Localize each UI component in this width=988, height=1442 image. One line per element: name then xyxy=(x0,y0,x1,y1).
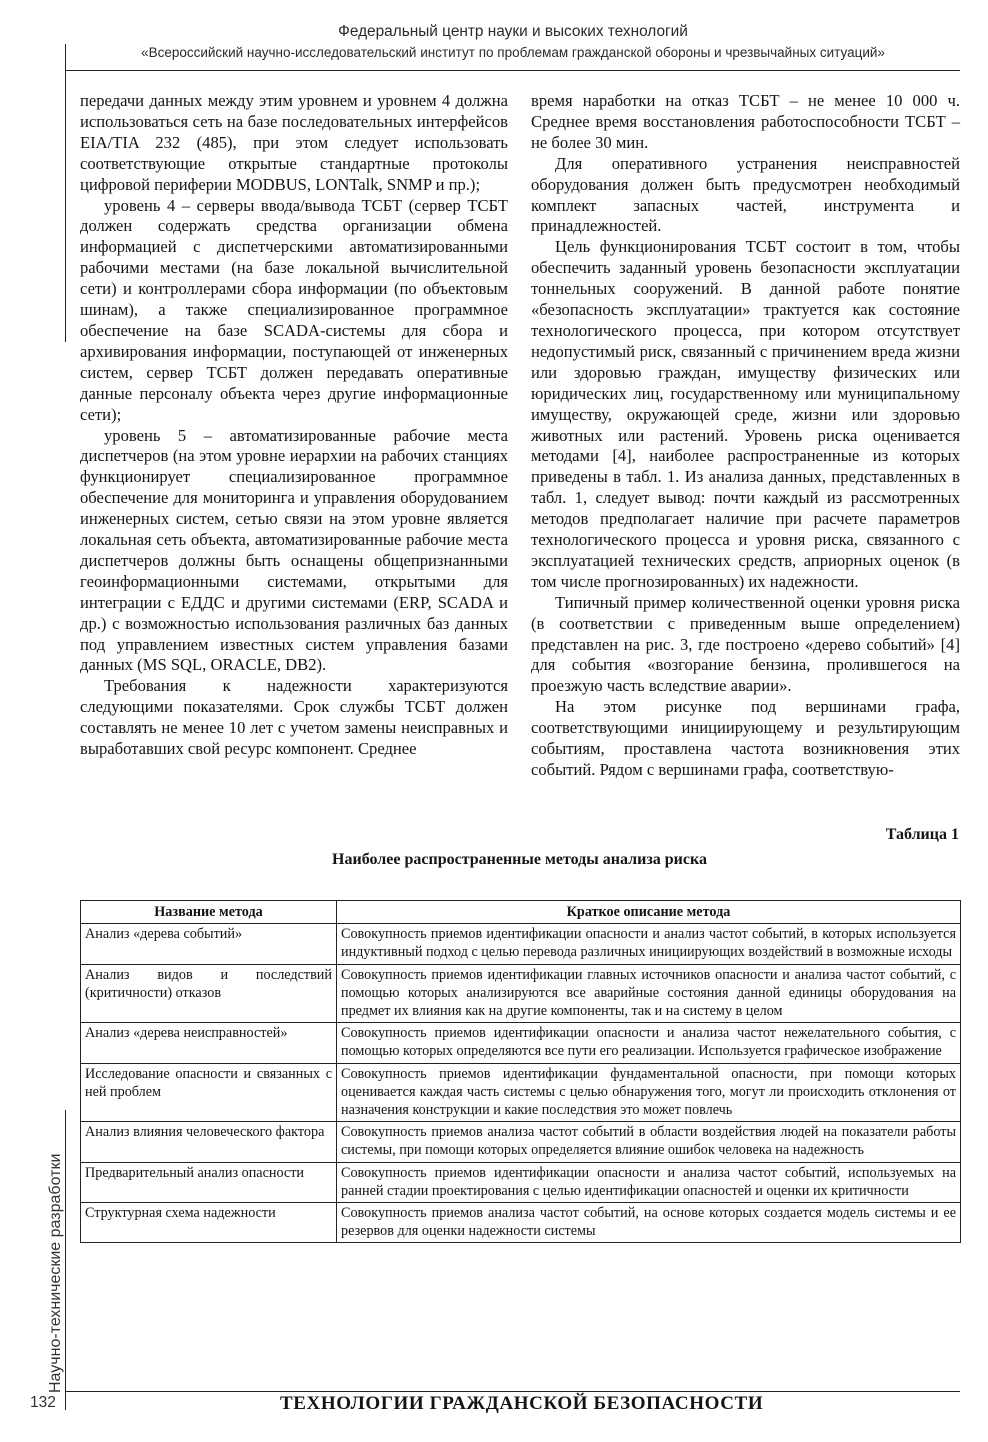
table-row xyxy=(81,1063,961,1122)
table-number: Таблица 1 xyxy=(885,826,959,843)
method-name-cell: Анализ «дерева событий» xyxy=(81,924,337,964)
table-row xyxy=(81,964,961,1023)
table-title: Наиболее распространенные методы анализа риска xyxy=(332,851,707,868)
method-description-cell: Совокупность приемов идентификации опасности и анализа частот нежелательного события, с помощью которых определяются все пути его реализации. Используется графическое изображение xyxy=(337,1023,961,1063)
header-institution-line2: «Всероссийский научно-исследовательский институт по проблемам гражданской обороны и чрезвычайных ситуаций» xyxy=(141,45,885,60)
side-section-label: Научно-технические разработки xyxy=(47,1153,64,1393)
method-name-cell: Анализ влияния человеческого фактора xyxy=(81,1122,337,1162)
body-paragraph: Требования к надежности характеризуются следующими показателями. Срок службы ТСБТ должен составлять не менее 10 лет с учетом замены неисправных и выработавших свой ресурс компонент. Среднее xyxy=(80,676,508,759)
method-description-cell: Совокупность приемов идентификации главных источников опасности и анализа частот событий, с помощью которых анализируются все аварийные состояния данной единицы оборудования на предмет их влияния как на другие компоненты, так и на систему в целом xyxy=(337,964,961,1023)
body-paragraph: уровень 4 – серверы ввода/вывода ТСБТ (сервер ТСБТ должен содержать средства организации обмена информацией с диспетчерскими автоматизированными рабочими местами (на базе локальной вычислительной сети) и контроллерами сбора информации (по объектовым шинам), а также специализированное программное обеспечение на базе SCADA-системы для сбора и архивирования информации, поступающей от инженерных систем, сервер ТСБТ должен передавать оперативные данные персоналу объекта через другие информационные сети); xyxy=(80,195,508,424)
table-row xyxy=(81,1023,961,1063)
margin-rule-top xyxy=(65,44,66,342)
risk-methods-table xyxy=(80,900,961,1243)
method-description-cell: Совокупность приемов анализа частот событий в области воздействия людей на показатели работы системы, при помощи которых определяется влияние ошибок человека на надежность xyxy=(337,1122,961,1162)
method-description-cell: Совокупность приемов анализа частот событий, на основе которых создается модель системы и ее резервов для оценки надежности системы xyxy=(337,1203,961,1243)
body-paragraph: На этом рисунке под вершинами графа, соответствующими инициирующему и результирующим событиям, проставлена частота возникновения этих событий. Рядом с вершинами графа, соответствую- xyxy=(531,697,960,779)
margin-rule-bottom xyxy=(65,1110,66,1410)
header-institution-line1: Федеральный центр науки и высоких технологий xyxy=(338,23,688,40)
method-name-cell: Предварительный анализ опасности xyxy=(81,1162,337,1202)
journal-title: ТЕХНОЛОГИИ ГРАЖДАНСКОЙ БЕЗОПАСНОСТИ xyxy=(280,1393,764,1414)
body-paragraph: уровень 5 – автоматизированные рабочие места диспетчеров (на этом уровне иерархии на рабочих станциях функционирует специализированное программное обеспечение для мониторинга и управления оборудованием инженерных систем, сетью связи на этом уровне является локальная сеть объекта, автоматизированные рабочие места диспетчеров должны быть оснащены общепризнанными геоинформационными системами, открытыми для интеграции с ЕДДС и другими системами (ERP, SCADA и др.) с возможностью использования различных баз данных под управлением известных систем управления базами данных (MS SQL, ORACLE, DB2). xyxy=(80,425,508,675)
left-column xyxy=(80,91,508,760)
body-paragraph: время наработки на отказ ТСБТ – не менее 10 000 ч. Среднее время восстановления работоспособности ТСБТ – не более 30 мин. xyxy=(531,91,960,152)
header-rule xyxy=(66,70,960,71)
table-row xyxy=(81,1162,961,1202)
method-description-cell: Совокупность приемов идентификации опасности и анализа частот событий, используемых на ранней стадии проектирования с целью идентификации опасностей и оценки их критичности xyxy=(337,1162,961,1202)
body-paragraph: Типичный пример количественной оценки уровня риска (в соответствии с приведенным выше определением) представлен на рис. 3, где построено «дерево событий» [4] для события «возгорание бензина, пролившегося на проезжую часть вследствие аварии». xyxy=(531,592,960,696)
body-paragraph: Цель функционирования ТСБТ состоит в том, чтобы обеспечить заданный уровень безопасности эксплуатации тоннельных сооружений. В данной работе понятие «безопасность эксплуатации» трактуется как состояние технологического процесса, при котором отсутствует недопустимый риск, связанный с причинением вреда жизни или здоровью граждан, имуществу физических или юридических лиц, государственному или муниципальному имуществу, окружающей среде, жизни или здоровью животных или растений. Уровень риска оценивается методами [4], наиболее распространенные из которых приведены в табл. 1. Из анализа данных, представленных в табл. 1, следует вывод: почти каждый из рассмотренных методов предполагает наличие при расчете параметров технологического процесса и уровня риска, связанного с эксплуатацией технических средств, априорных оценок (в том числе прогнозированных) их надежности. xyxy=(531,237,960,591)
method-description-cell: Совокупность приемов идентификации фундаментальной опасности, при помощи которых оценивается каждая часть системы с целью обнаружения того, могут ли происходить отклонения от назначения конструкции и какие последствия это может повлечь xyxy=(337,1063,961,1122)
column-header-method-description: Краткое описание метода xyxy=(337,901,961,924)
page-number: 132 xyxy=(30,1394,56,1411)
method-name-cell: Структурная схема надежности xyxy=(81,1203,337,1243)
method-description-cell: Совокупность приемов идентификации опасности и анализ частот событий, в которых используется индуктивный подход с целью перевода различных инициирующих воздействий в возможные исходы xyxy=(337,924,961,964)
body-paragraph: Для оперативного устранения неисправностей оборудования должен быть предусмотрен необходимый комплект запасных частей, инструмента и принадлежностей. xyxy=(531,153,960,236)
table-header-row xyxy=(81,901,961,924)
table-row xyxy=(81,924,961,964)
column-header-method-name: Название метода xyxy=(81,901,337,924)
body-paragraph: передачи данных между этим уровнем и уровнем 4 должна использоваться сеть на базе последовательных интерфейсов EIA/TIA 232 (485), при этом следует использовать соответствующие открытые стандартные протоколы цифровой периферии MODBUS, LONTalk, SNMP и пр.); xyxy=(80,91,508,194)
method-name-cell: Исследование опасности и связанных с ней проблем xyxy=(81,1063,337,1122)
table-row xyxy=(81,1203,961,1243)
method-name-cell: Анализ видов и последствий (критичности) отказов xyxy=(81,964,337,1023)
right-column xyxy=(531,91,960,781)
method-name-cell: Анализ «дерева неисправностей» xyxy=(81,1023,337,1063)
table-row xyxy=(81,1122,961,1162)
footer-rule xyxy=(66,1391,960,1392)
